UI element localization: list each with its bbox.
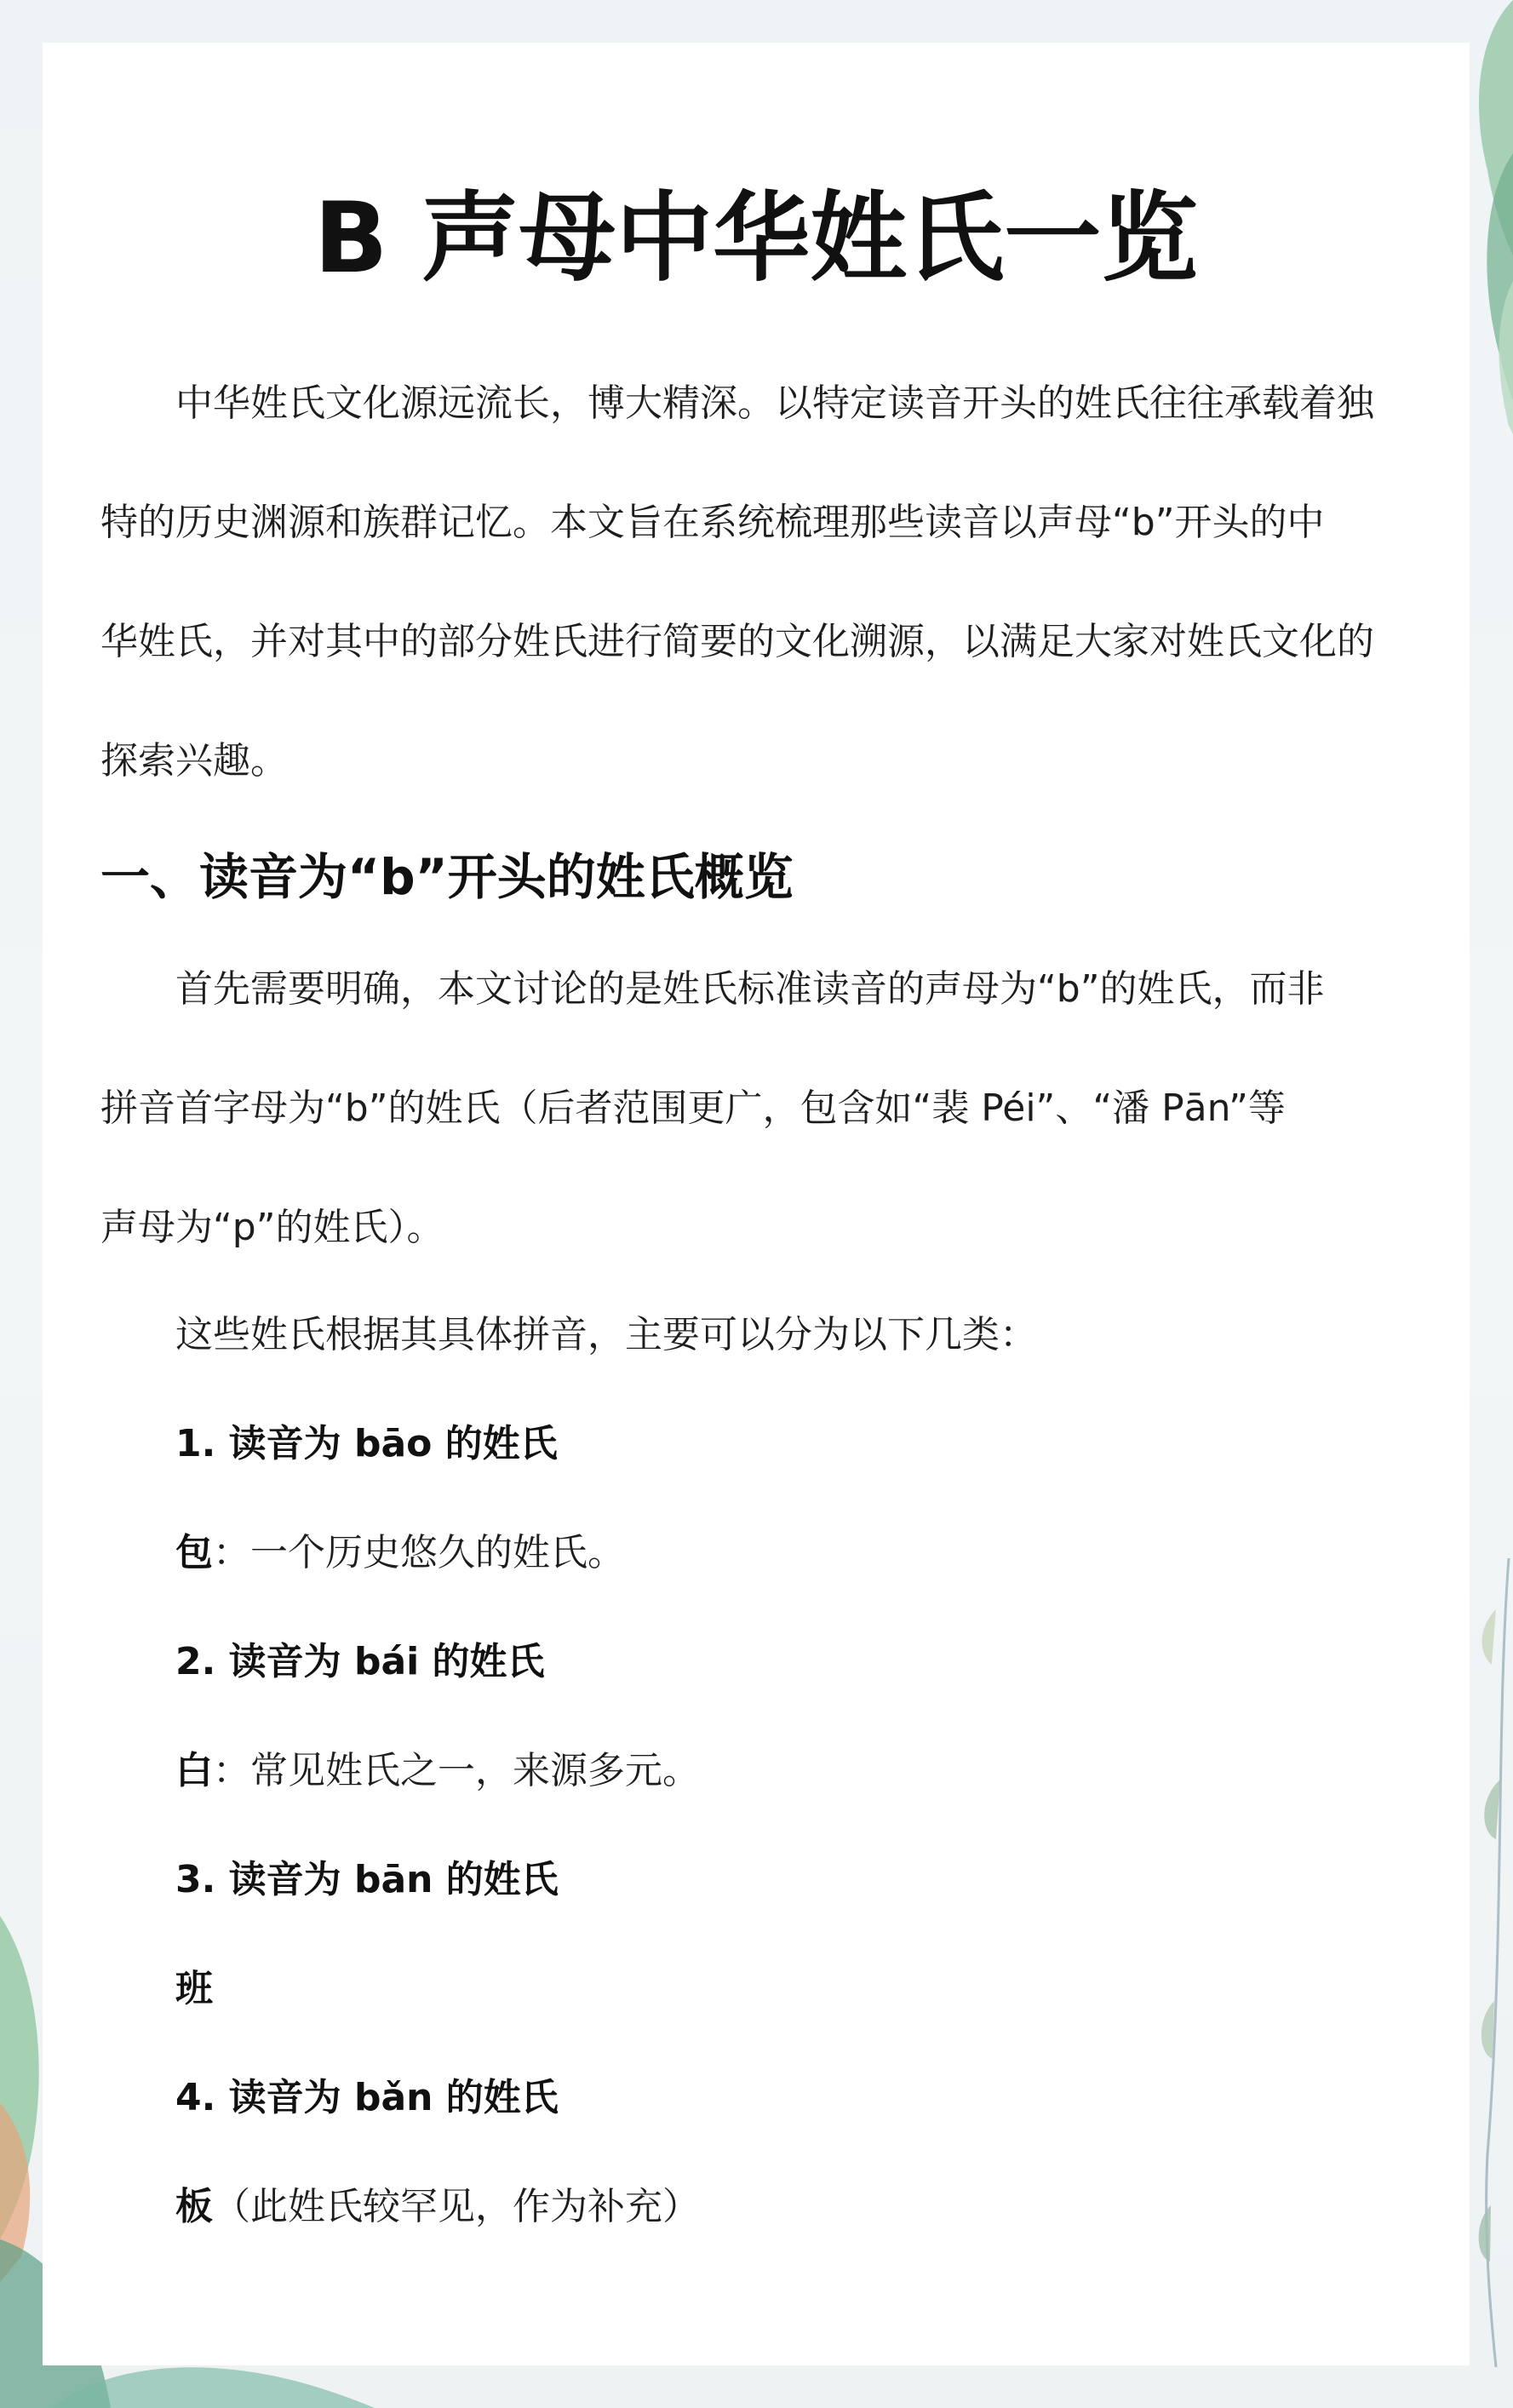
surname-ban: 班 [175, 1967, 213, 2010]
intro-line-2: 特的历史渊源和族群记忆。本文旨在系统梳理那些读音以声母“b”开头的中 [100, 501, 1325, 544]
surname-ban3: 板 [175, 2185, 213, 2228]
surname-bao: 包 [175, 1531, 213, 1574]
surname-desc-bao: ：一个历史悠久的姓氏。 [213, 1531, 625, 1574]
surname-bai: 白 [175, 1749, 213, 1792]
surname-desc-ban3: （此姓氏较罕见，作为补充） [213, 2185, 700, 2228]
item-entry-ban3 [175, 2182, 700, 2233]
section-para-line-1: 首先需要明确，本文讨论的是姓氏标准读音的声母为“b”的姓氏，而非 [175, 967, 1325, 1011]
intro-line-4: 探索兴趣。 [100, 739, 288, 783]
section-para-2: 这些姓氏根据其具体拼音，主要可以分为以下几类： [175, 1313, 1037, 1356]
leaf-decoration-top-right [1462, 0, 1513, 443]
section-para-line-3: 声母为“p”的姓氏）。 [100, 1206, 444, 1249]
item-heading-bai: 2. 读音为 bái 的姓氏 [175, 1640, 545, 1683]
item-heading-bao: 1. 读音为 bāo 的姓氏 [175, 1422, 558, 1465]
branch-decoration-right [1462, 1558, 1513, 2367]
item-entry-bai [175, 1746, 700, 1797]
document-page [43, 43, 1470, 2365]
intro-line-1: 中华姓氏文化源远流长，博大精深。以特定读音开头的姓氏往往承载着独 [175, 381, 1374, 425]
intro-line-3: 华姓氏，并对其中的部分姓氏进行简要的文化溯源，以满足大家对姓氏文化的 [100, 620, 1374, 663]
item-heading-ban3: 4. 读音为 bǎn 的姓氏 [175, 2076, 559, 2119]
surname-desc-bai: ：常见姓氏之一，来源多元。 [213, 1749, 700, 1792]
section-heading: 一、读音为“b”开头的姓氏概览 [100, 848, 794, 906]
leaf-decoration-bottom [51, 2359, 375, 2408]
page-title: B 声母中华姓氏一览 [313, 181, 1199, 295]
section-para-line-2: 拼音首字母为“b”的姓氏（后者范围更广，包含如“裴 Péi”、“潘 Pān”等 [100, 1086, 1286, 1130]
item-entry-bao [175, 1528, 625, 1579]
item-entry-ban [175, 1964, 213, 2015]
item-heading-ban: 3. 读音为 bān 的姓氏 [175, 1858, 559, 1901]
